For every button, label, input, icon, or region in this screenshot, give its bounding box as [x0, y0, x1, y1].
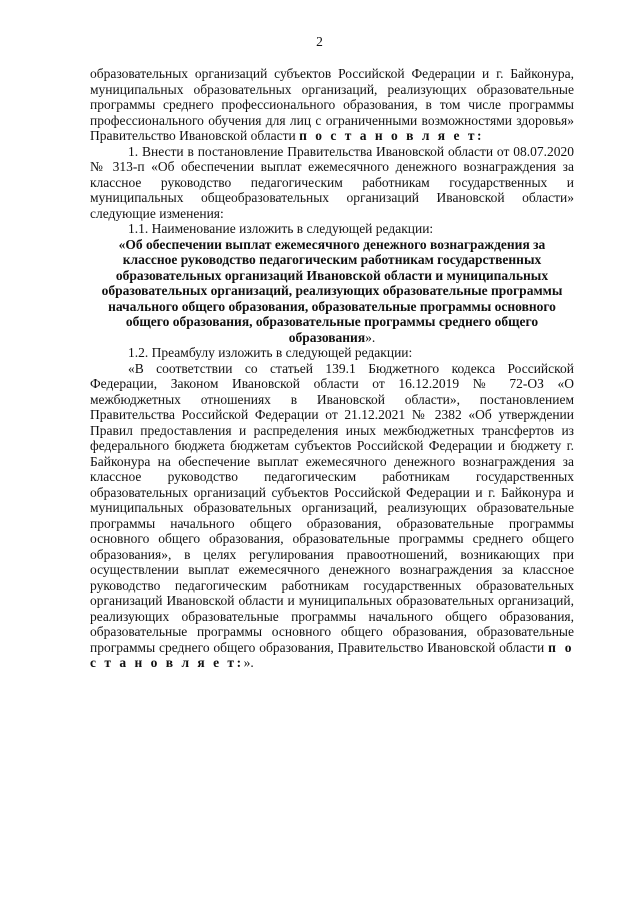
closing-quote: ».	[243, 655, 254, 670]
resolves-word: п о с т а н о в л я е т:	[90, 639, 574, 670]
new-title-block	[90, 237, 574, 346]
paragraph-item-1: 1. Внести в постановление Правительства Ивановской области от 08.07.2020 № 313-п «Об обеспечении выплат ежемесячного денежного вознаграждения за классное руководство педагогическим работникам государственных и муниципальных общеобразовательных организаций Ивановской области» следующие изменения:	[90, 143, 574, 221]
paragraph-item-1-1: 1.1. Наименование изложить в следующей редакции:	[128, 221, 434, 236]
new-title-text: «Об обеспечении выплат ежемесячного денежного вознаграждения за классное руководство педагогическим работникам государственных образовательных организаций Ивановской области и муниципальных образовательных организаций, реализующих образовательные программы начального общего образования, образовательные программы основного общего образования, образовательные программы среднего общего образования	[101, 236, 563, 345]
paragraph-item-1-2: 1.2. Преамбулу изложить в следующей редакции:	[128, 345, 413, 360]
paragraph-new-preamble	[90, 361, 574, 671]
new-title-end: ».	[365, 329, 376, 345]
paragraph-preamble-end	[90, 66, 574, 144]
page-number: 2	[316, 34, 323, 49]
document-body	[90, 66, 574, 671]
paragraph-text: «В соответствии со статьей 139.1 Бюджетного кодекса Российской Федерации, Законом Ивановской области от 16.12.2019 № 72-ОЗ «О межбюджетных отношениях в Ивановской области», постановлением Правительства Российской Федерации от 21.12.2021 № 2382 «Об утверждении Правил предоставления и распределения иных межбюджетных трансфертов из федерального бюджета бюджетам субъектов Российской Федерации и бюджету г. Байконура на обеспечение выплат ежемесячного денежного вознаграждения за классное руководство педагогическим работникам государственных образовательных организаций субъектов Российской Федерации и г. Байконура и муниципальных образовательных организаций, реализующих образовательные программы начального общего образования, образовательные программы основного общего образования, образовательные программы среднего общего образования», в целях регулирования правоотношений, возникающих при осуществлении выплат ежемесячного денежного вознаграждения за классное руководство педагогическим работникам государственных образовательных организаций Ивановской области и муниципальных образовательных организаций, реализующих образовательные программы начального общего образования, образовательные программы основного общего образования, образовательные программы среднего общего образования, Правительство Ивановской области	[90, 360, 574, 655]
paragraph-text: образовательных организаций субъектов Российской Федерации и г. Байконура, муниципальных образовательных организаций, реализующих образовательные программы среднего профессионального образования, в том числе программы профессионального обучения для лиц с ограниченными возможностями здоровья» Правительство Ивановской области	[90, 66, 574, 143]
resolves-word: п о с т а н о в л я е т:	[299, 128, 484, 143]
